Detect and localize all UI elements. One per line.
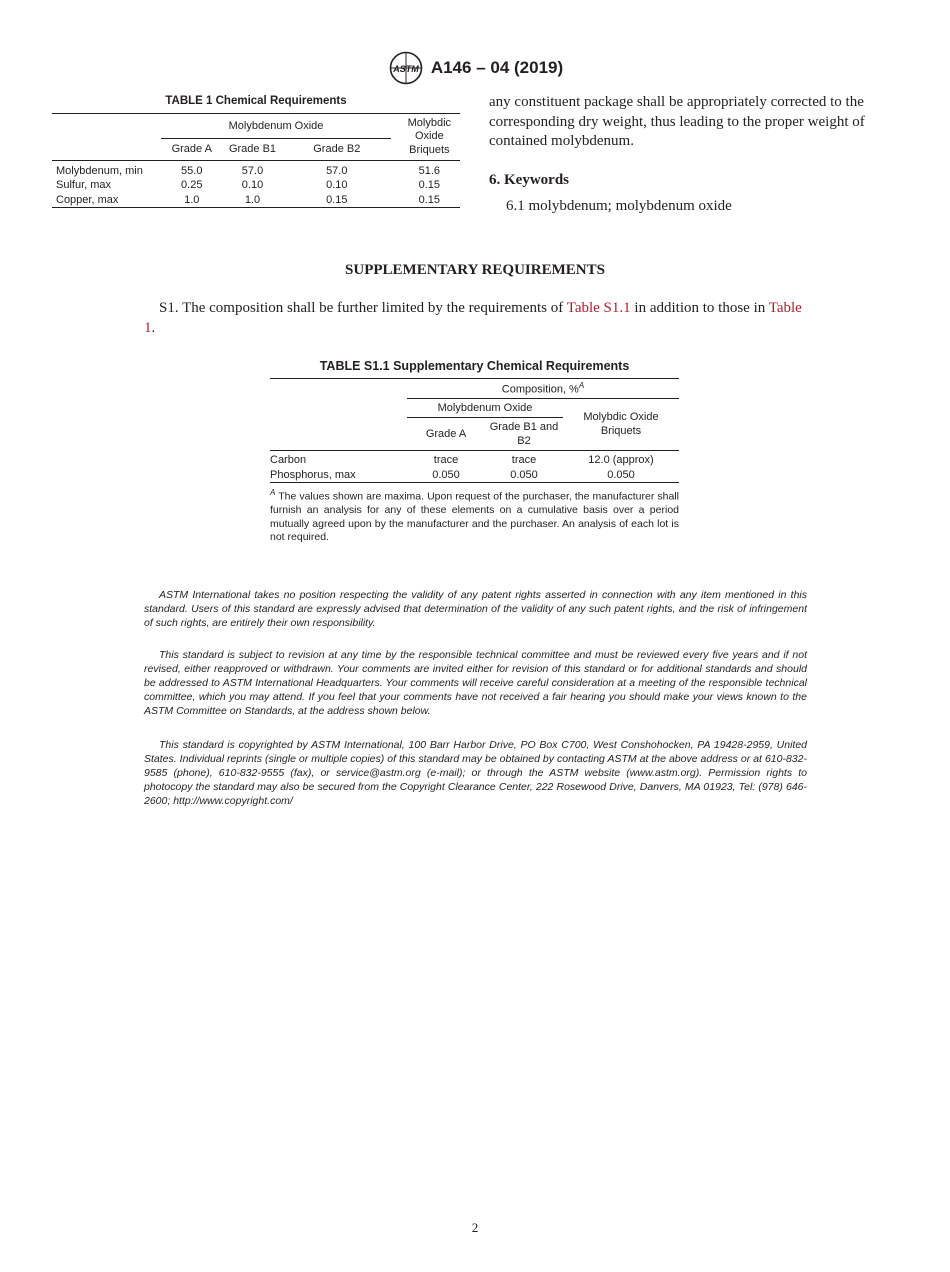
table-s1-group-header: Molybdenum Oxide — [407, 398, 563, 417]
patent-notice: ASTM International takes no position respecting the validity of any patent rights asserted in connection with any item mentioned in this standard. Users of this standard are expressly advised that determination of the validity of any such patent rights, and the risk of infringement of such rights, are entirely their own responsibility. — [144, 589, 807, 629]
table-row: Carbon trace trace 12.0 (approx) — [270, 454, 654, 466]
table-1-link[interactable]: Table 1 — [144, 300, 802, 336]
table-s1-col-grade-b: Grade B1 and B2 — [489, 420, 559, 447]
table-s1-caption: TABLE S1.1 Supplementary Chemical Requirements — [319, 359, 630, 373]
table1-col-grade-b2: Grade B2 — [313, 143, 361, 155]
revision-notice: This standard is subject to revision at any time by the responsible technical committee and must be reviewed every five years and if not revised, either reapproved or withdrawn. Your comments are invited either for revision of this standard or for additional standards and should be addressed to ASTM International Headquarters. Your comments will receive careful consideration at a meeting of the responsible technical committee, which you may attend. If you feel that your comments have not received a fair hearing you should make your views known to the ASTM Committee on Standards, at the address shown below. — [144, 649, 807, 717]
table-s1-footnote: $^A$ The values shown are maxima. Upon request of the purchaser, the manufacturer shall furnish an analysis for any of these elements on a cumulative basis over a period mutually agreed upon by the manufacturer and the purchaser. An analysis of each lot is not required. — [270, 488, 679, 544]
table1 — [52, 113, 460, 208]
page-header — [0, 51, 950, 85]
table-row: Phosphorus, max 0.050 0.050 0.050 — [270, 468, 635, 481]
table1-col-grade-a: Grade A — [171, 143, 212, 155]
table-s1-briquets-header: Molybdic Oxide Briquets — [583, 411, 659, 437]
table-row: Sulfur, max 0.25 0.10 0.10 0.15 — [56, 179, 441, 191]
keywords-heading: 6. Keywords — [489, 172, 569, 188]
table-s1-1-link[interactable]: Table S1.1 — [566, 300, 631, 316]
keywords-text: 6.1 molybdenum; molybdenum oxide — [506, 198, 732, 214]
table-row: Molybdenum, min 55.0 57.0 57.0 51.6 — [56, 165, 441, 177]
supplementary-heading: SUPPLEMENTARY REQUIREMENTS — [345, 262, 605, 278]
s1-paragraph: S1. The composition shall be further limited by the requirements of Table S1.1 in addition to those in Table 1. — [144, 300, 802, 336]
astm-logo-icon — [387, 51, 425, 85]
table1-group-header: Molybdenum Oxide — [161, 114, 390, 138]
logo-text: ASTM — [393, 64, 419, 74]
table-row: Copper, max 1.0 1.0 0.15 0.15 — [56, 193, 441, 206]
table1-col-grade-b1: Grade B1 — [228, 143, 277, 155]
table-s1-composition-header: Composition, %$^A$ — [407, 379, 679, 398]
table1-briquets-header: Molybdic Oxide Briquets — [407, 116, 452, 156]
continuation-paragraph: any constituent package shall be appropriately corrected to the corresponding dry weight, thus leading to the proper weight of contained molybdenum. — [489, 94, 865, 149]
table-s1-col-grade-a: Grade A — [425, 427, 467, 440]
table1-caption: TABLE 1 Chemical Requirements — [165, 95, 347, 107]
table-s1 — [270, 378, 679, 483]
document-designation: A146 – 04 (2019) — [430, 58, 564, 77]
page-number: 2 — [471, 1220, 479, 1235]
copyright-notice: This standard is copyrighted by ASTM International, 100 Barr Harbor Drive, PO Box C700, West Conshohocken, PA 19428-2959, United States. Individual reprints (single or multiple copies) of this standard may be obtained by contacting ASTM at the above address or at 610-832-9585 (phone), 610-832-9555 (fax), or service@astm.org (e-mail); or through the ASTM website (www.astm.org). Permission rights to photocopy the standard may also be secured from the Copyright Clearance Center, 222 Rosewood Drive, Danvers, MA 01923, Tel: (978) 646-2600; http://www.copyright.com/ — [144, 739, 807, 807]
